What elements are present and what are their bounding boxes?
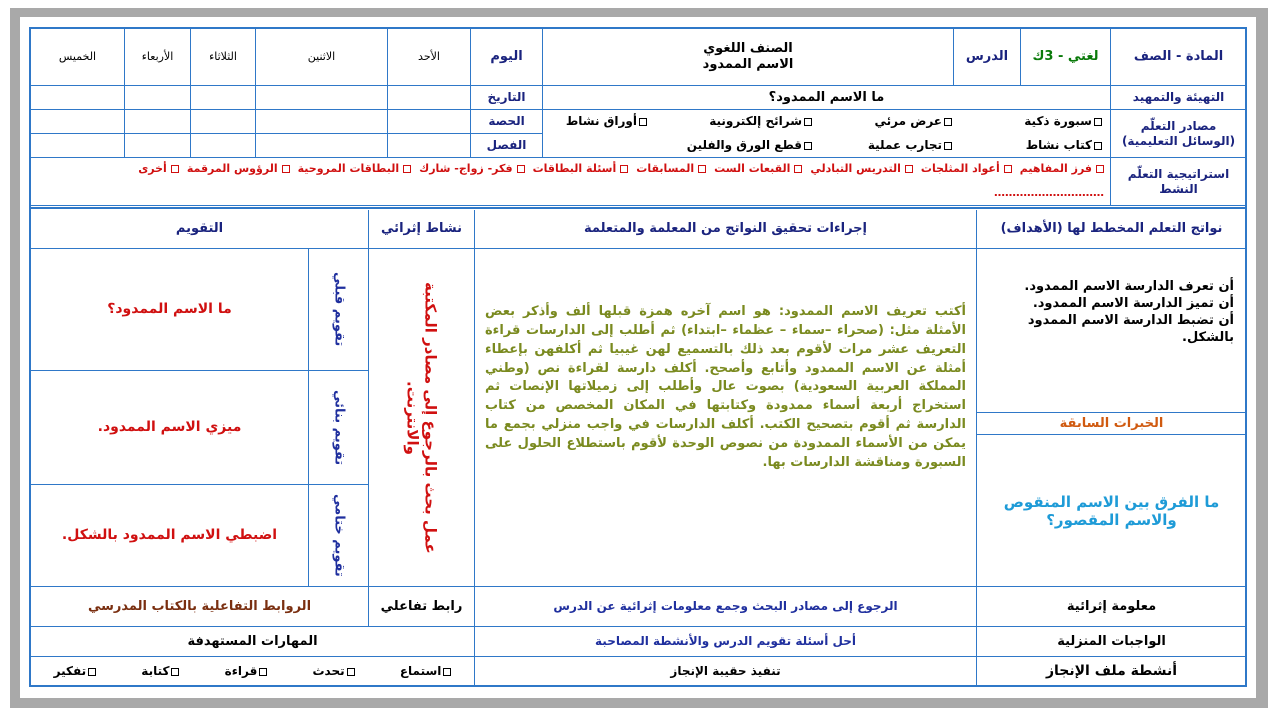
checkbox-icon [282, 165, 290, 173]
strategies-list [31, 158, 1111, 206]
period-thursday [31, 110, 125, 134]
strategy-item[interactable]: أسئلة البطاقات [529, 160, 629, 179]
period-tuesday [191, 110, 256, 134]
skill-thinking[interactable]: تفكير [54, 664, 96, 678]
lesson-plan-sheet [29, 27, 1247, 687]
day-sunday: الأحد [388, 29, 471, 86]
period-wednesday [125, 110, 191, 134]
resource-visual-display[interactable]: عرض مرئي [874, 114, 952, 128]
checkbox-icon [639, 118, 647, 126]
checkbox-icon [794, 165, 802, 173]
resource-smart-board[interactable]: سبورة ذكية [1024, 114, 1102, 128]
strategies-label [1111, 158, 1247, 206]
class-tuesday [191, 134, 256, 158]
date-thursday [31, 86, 125, 110]
resource-electronic-slides[interactable]: شرائح إلكترونية [709, 114, 812, 128]
evaluation-text-formative: ميزي الاسم الممدود. [31, 371, 309, 485]
objectives-list [977, 249, 1247, 413]
lesson-title [543, 29, 954, 86]
checkbox-icon [620, 165, 628, 173]
period-sunday [388, 110, 471, 134]
portfolio-label: أنشطة ملف الإنجاز [977, 657, 1247, 687]
strategy-item[interactable]: التدريس التبادلي [806, 160, 913, 179]
checkbox-icon [171, 165, 179, 173]
strategies-label-line1: استراتيجية التعلّم [1127, 167, 1230, 182]
checkbox-icon [443, 668, 451, 676]
evaluation-type-pre: تقويم قبلي [309, 249, 369, 371]
strategy-item[interactable]: القبعات الست [710, 160, 802, 179]
resource-activity-sheets[interactable]: أوراق نشاط [566, 114, 647, 128]
resources-label [1111, 110, 1247, 158]
strategy-item[interactable]: أعواد المثلجات [917, 160, 1012, 179]
evaluation-text-final: اضبطي الاسم الممدود بالشكل. [31, 485, 309, 587]
intro-question: ما الاسم الممدود؟ [543, 86, 1111, 110]
evaluation-header: التقويم [31, 210, 369, 249]
resources-row1 [543, 110, 1111, 134]
procedures-text: أكتب تعريف الاسم الممدود: هو اسم آخره همزة قبلها ألف وأذكر بعض الأمثلة مثل: (صحراء –سماء – عظماء –ابتداء) ثم أطلب إلى الدارسات قراءة التعريف عشر مرات لأقوم بعد ذلك بالتسميع لهن غيبيا ثم أكلفهن بإعطاء أمثلة عن الاسم الممدود وأتابع وأصحح. أكلف دارسة لقراءة نص (وطني المملكة العربية السعودية) بصوت عال وأطلب إلى زميلاتها الإنصات ثم استخراج أربعة أسماء ممدودة وكتابتها في المكان المخصص من كتاب الدارسة ثم أقوم بتصحيح الكتب. أكلف الدارسات في واجب منزلي بجمع ما يمكن من الأسماء الممدودة من نصوص الوحدة لأقوم باستطلاع الحلول على السبورة ومناقشة الدارسات بها. [475, 249, 977, 587]
checkbox-icon [171, 668, 179, 676]
checkbox-icon [1094, 118, 1102, 126]
strategy-item[interactable]: المسابقات [632, 160, 706, 179]
class-wednesday [125, 134, 191, 158]
strategy-item[interactable]: الرؤوس المرقمة [183, 160, 290, 179]
enrichment-info-text: الرجوع إلى مصادر البحث وجمع معلومات إثرائية عن الدرس [475, 587, 977, 627]
skill-reading[interactable]: قراءة [225, 664, 268, 678]
day-monday: الاثنين [256, 29, 388, 86]
enrichment-info-label: معلومة إثرائية [977, 587, 1247, 627]
date-sunday [388, 86, 471, 110]
day-thursday: الخميس [31, 29, 125, 86]
skills-list [31, 657, 475, 687]
lesson-title-line2: الاسم الممدود [702, 57, 794, 72]
page-frame [10, 8, 1268, 708]
homework-text: أحل أسئلة تقويم الدرس والأنشطة المصاحبة [475, 627, 977, 657]
section-divider [31, 207, 1247, 209]
resources-label-line2: (الوسائل التعليمية) [1121, 133, 1236, 148]
objective-item: أن تضبط الدارسة الاسم الممدود بالشكل. [1027, 312, 1234, 345]
skill-speaking[interactable]: تحدث [313, 664, 355, 678]
interactive-link-text[interactable]: الروابط التفاعلية بالكتاب المدرسي [31, 587, 369, 627]
enrichment-header: نشاط إثرائي [369, 210, 475, 249]
resource-activity-book[interactable]: كتاب نشاط [1026, 138, 1102, 152]
lesson-title-line1: الصنف اللغوي [703, 41, 793, 57]
skill-listening[interactable]: استماع [400, 664, 452, 678]
resource-practical-experiments[interactable]: تجارب عملية [868, 138, 952, 152]
checkbox-icon [804, 142, 812, 150]
checkbox-icon [1096, 165, 1104, 173]
checkbox-icon [905, 165, 913, 173]
checkbox-icon [88, 668, 96, 676]
checkbox-icon [259, 668, 267, 676]
strategy-item[interactable]: فكر- زواج- شارك [415, 160, 524, 179]
day-label: اليوم [471, 29, 543, 86]
checkbox-icon [944, 118, 952, 126]
checkbox-icon [347, 668, 355, 676]
checkbox-icon [403, 165, 411, 173]
resources-row2 [543, 134, 1111, 158]
procedures-header: إجراءات تحقيق النواتج من المعلمة والمتعلمة [475, 210, 977, 249]
date-monday [256, 86, 388, 110]
prior-knowledge-label: الخبرات السابقة [977, 413, 1247, 435]
strategy-item[interactable]: فرز المفاهيم [1016, 160, 1104, 179]
period-monday [256, 110, 388, 134]
period-label: الحصة [471, 110, 543, 134]
date-tuesday [191, 86, 256, 110]
subject-value: لغتي - 3ك [1021, 29, 1111, 86]
class-thursday [31, 134, 125, 158]
checkbox-icon [1094, 142, 1102, 150]
class-monday [256, 134, 388, 158]
checkbox-icon [1004, 165, 1012, 173]
skills-label: المهارات المستهدفة [31, 627, 475, 657]
day-tuesday: الثلاثاء [191, 29, 256, 86]
checkbox-icon [804, 118, 812, 126]
portfolio-text: تنفيذ حقيبة الإنجاز [475, 657, 977, 687]
evaluation-type-final: تقويم ختامي [309, 485, 369, 587]
enrichment-activity [369, 249, 475, 587]
checkbox-icon [517, 165, 525, 173]
resource-paper-foam[interactable]: قطع الورق والفلين [687, 138, 812, 152]
objective-item: أن تميز الدارسة الاسم الممدود. [1032, 295, 1234, 311]
strategy-item[interactable]: أخرى [134, 160, 179, 179]
evaluation-text-pre: ما الاسم الممدود؟ [31, 249, 309, 371]
strategy-item[interactable]: البطاقات المروحية [294, 160, 412, 179]
date-wednesday [125, 86, 191, 110]
class-label: الفصل [471, 134, 543, 158]
prior-knowledge-question: ما الفرق بين الاسم المنقوص والاسم المقصور؟ [977, 435, 1247, 587]
strategies-label-line2: النشط [1159, 181, 1198, 196]
date-label: التاريخ [471, 86, 543, 110]
skill-writing[interactable]: كتابة [141, 664, 179, 678]
checkbox-icon [698, 165, 706, 173]
homework-label: الواجبات المنزلية [977, 627, 1247, 657]
strategy-dots: ………………………… [994, 185, 1104, 199]
page-inner [20, 17, 1256, 698]
evaluation-type-formative: تقويم بنائي [309, 371, 369, 485]
class-sunday [388, 134, 471, 158]
subject-label: المادة - الصف [1111, 29, 1247, 86]
objective-item: أن تعرف الدارسة الاسم الممدود. [1024, 279, 1234, 294]
interactive-link-label: رابط تفاعلي [369, 587, 475, 627]
checkbox-icon [944, 142, 952, 150]
lesson-label: الدرس [954, 29, 1021, 86]
intro-label: التهيئة والتمهيد [1111, 86, 1247, 110]
outcomes-header: نواتج التعلم المخطط لها (الأهداف) [977, 210, 1247, 249]
day-wednesday: الأربعاء [125, 29, 191, 86]
enrichment-activity-text: عمل بحث بالرجوع إلى مصادر المكتبة والانترنت. [403, 281, 440, 554]
resources-label-line1: مصادر التعلّم [1140, 119, 1217, 134]
